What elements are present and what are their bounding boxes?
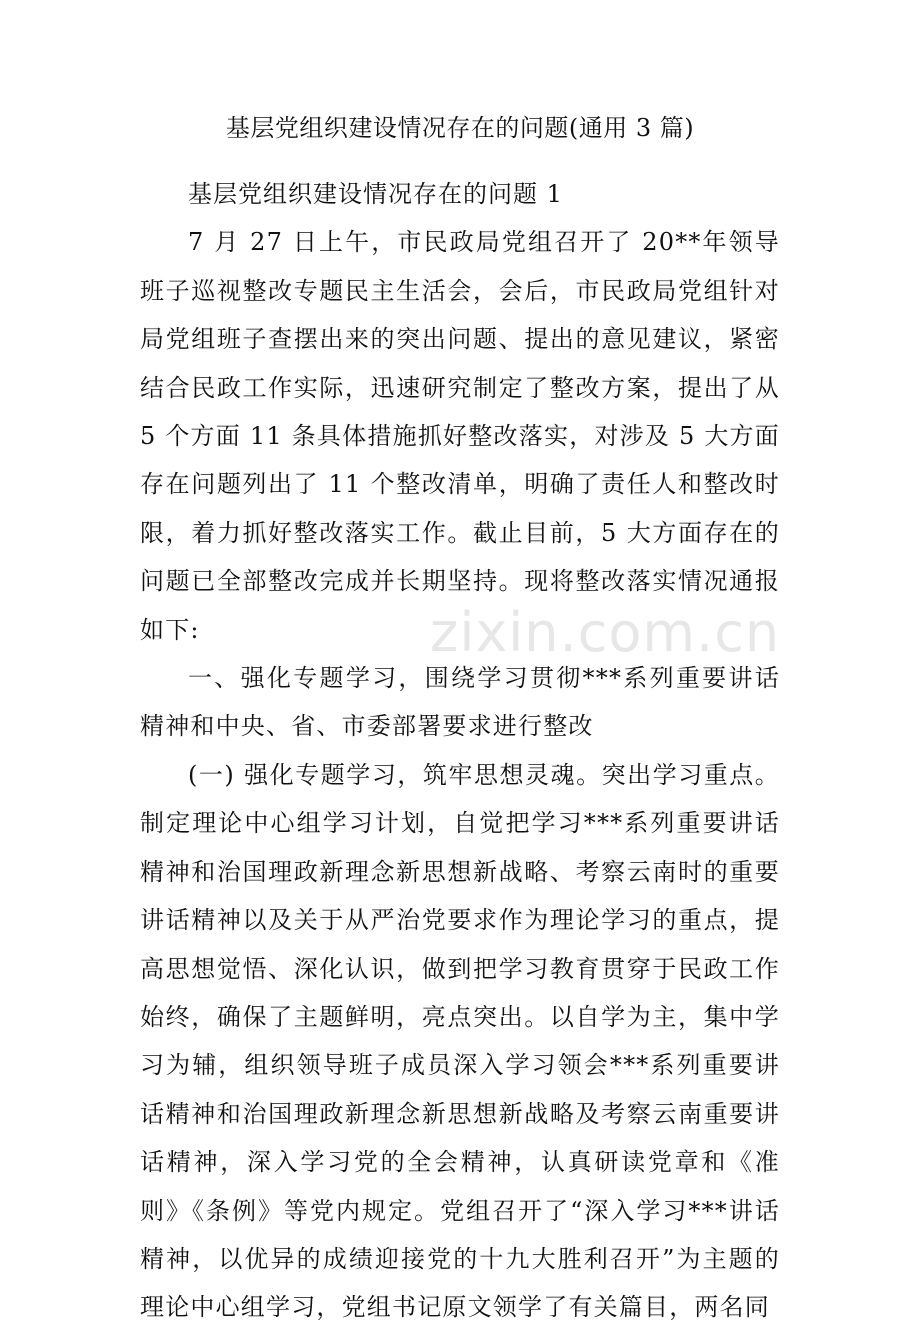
paragraph-heading-one: 一、强化专题学习，围绕学习贯彻***系列重要讲话精神和中央、省、市委部署要求进行整改: [140, 664, 780, 741]
document-body: [140, 170, 780, 1332]
paragraph-study: (一) 强化专题学习，筑牢思想灵魂。突出学习重点。制定理论中心组学习计划，自觉把学习***系列重要讲话精神和治国理政新理念新思想新战略、考察云南时的重要讲话精神以及关于从严治党要求作为理论学习的重点，提高思想觉悟、深化认识，做到把学习教育贯穿于民政工作始终，确保了主题鲜明，亮点突出。以自学为主，集中学习为辅，组织领导班子成员深入学习领会***系列重要讲话精神和治国理政新理念新思想新战略及考察云南重要讲话精神，深入学习党的全会精神，认真研读党章和《准则》《条例》等党内规定。党组召开了“深入学习***讲话精神，以优异的成绩迎接党的十九大胜利召开”为主题的理论中心组学习，党组书记原文领学了有关篇目，两名同: [140, 760, 780, 1322]
paragraph-intro: 7 月 27 日上午，市民政局党组召开了 20**年领导班子巡视整改专题民主生活会，会后，市民政局党组针对局党组班子查摆出来的突出问题、提出的意见建议，紧密结合民政工作实际，迅速研究制定了整改方案，提出了从 5 个方面 11 条具体措施抓好整改落实，对涉及 5 大方面存在问题列出了 11 个整改清单，明确了责任人和整改时限，着力抓好整改落实工作。截止目前，5 大方面存在的问题已全部整改完成并长期坚持。现将整改落实情况通报如下:: [140, 228, 780, 644]
section-subtitle: 基层党组织建设情况存在的问题 1: [188, 180, 563, 208]
watermark: zixin.com.cn: [430, 601, 781, 664]
document-title: 基层党组织建设情况存在的问题(通用 3 篇): [225, 114, 695, 142]
